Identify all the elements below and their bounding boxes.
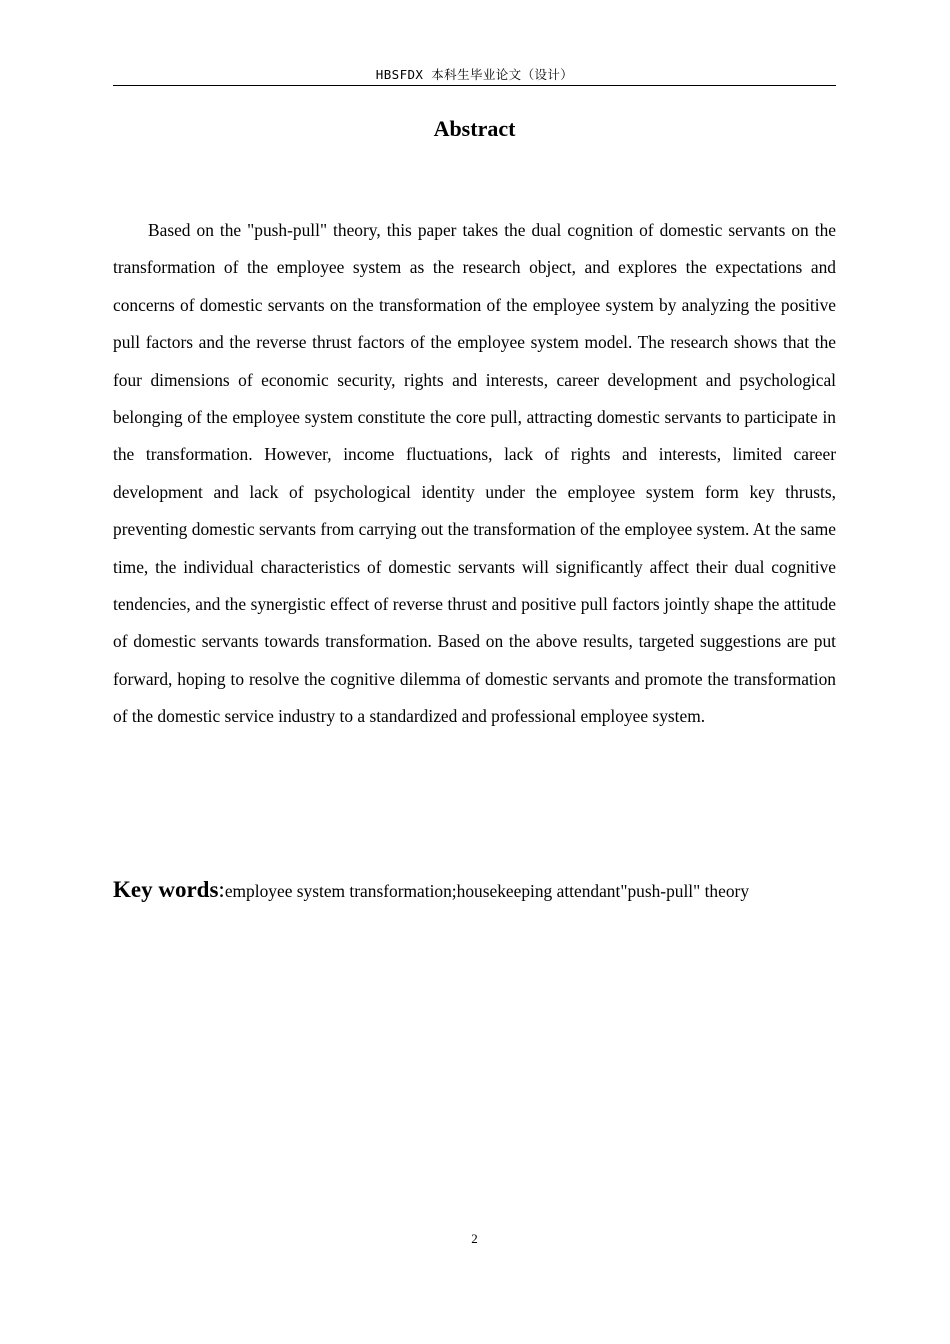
keywords-line bbox=[113, 871, 853, 912]
header-rule bbox=[113, 85, 836, 86]
page-number: 2 bbox=[471, 1231, 478, 1246]
keywords-separator: : bbox=[218, 877, 225, 902]
keywords-label: Key words bbox=[113, 877, 219, 902]
keywords-text: employee system transformation;housekeeping attendant"push-pull" theory bbox=[224, 881, 750, 901]
abstract-body: Based on the "push-pull" theory, this paper takes the dual cognition of domestic servants on the transformation of the employee system as the research object, and explores the expectations and concerns of domestic servants on the transformation of the employee system by analyzing the positive pull factors and the reverse thrust factors of the employee system model. The research shows that the four dimensions of economic security, rights and interests, career development and psychological belonging of the employee system constitute the core pull, attracting domestic servants to participate in the transformation. However, income fluctuations, lack of rights and interests, limited career development and lack of psychological identity under the employee system form key thrusts, preventing domestic servants from carrying out the transformation of the employee system. At the same time, the individual characteristics of domestic servants will significantly affect their dual cognitive tendencies, and the synergistic effect of reverse thrust and positive pull factors jointly shape the attitude of domestic servants towards transformation. Based on the above results, targeted suggestions are put forward, hoping to resolve the cognitive dilemma of domestic servants and promote the transformation of the domestic service industry to a standardized and professional employee system. bbox=[113, 220, 836, 727]
running-header: HBSFDX 本科生毕业论文（设计） bbox=[375, 67, 574, 82]
abstract-title: Abstract bbox=[433, 116, 516, 141]
